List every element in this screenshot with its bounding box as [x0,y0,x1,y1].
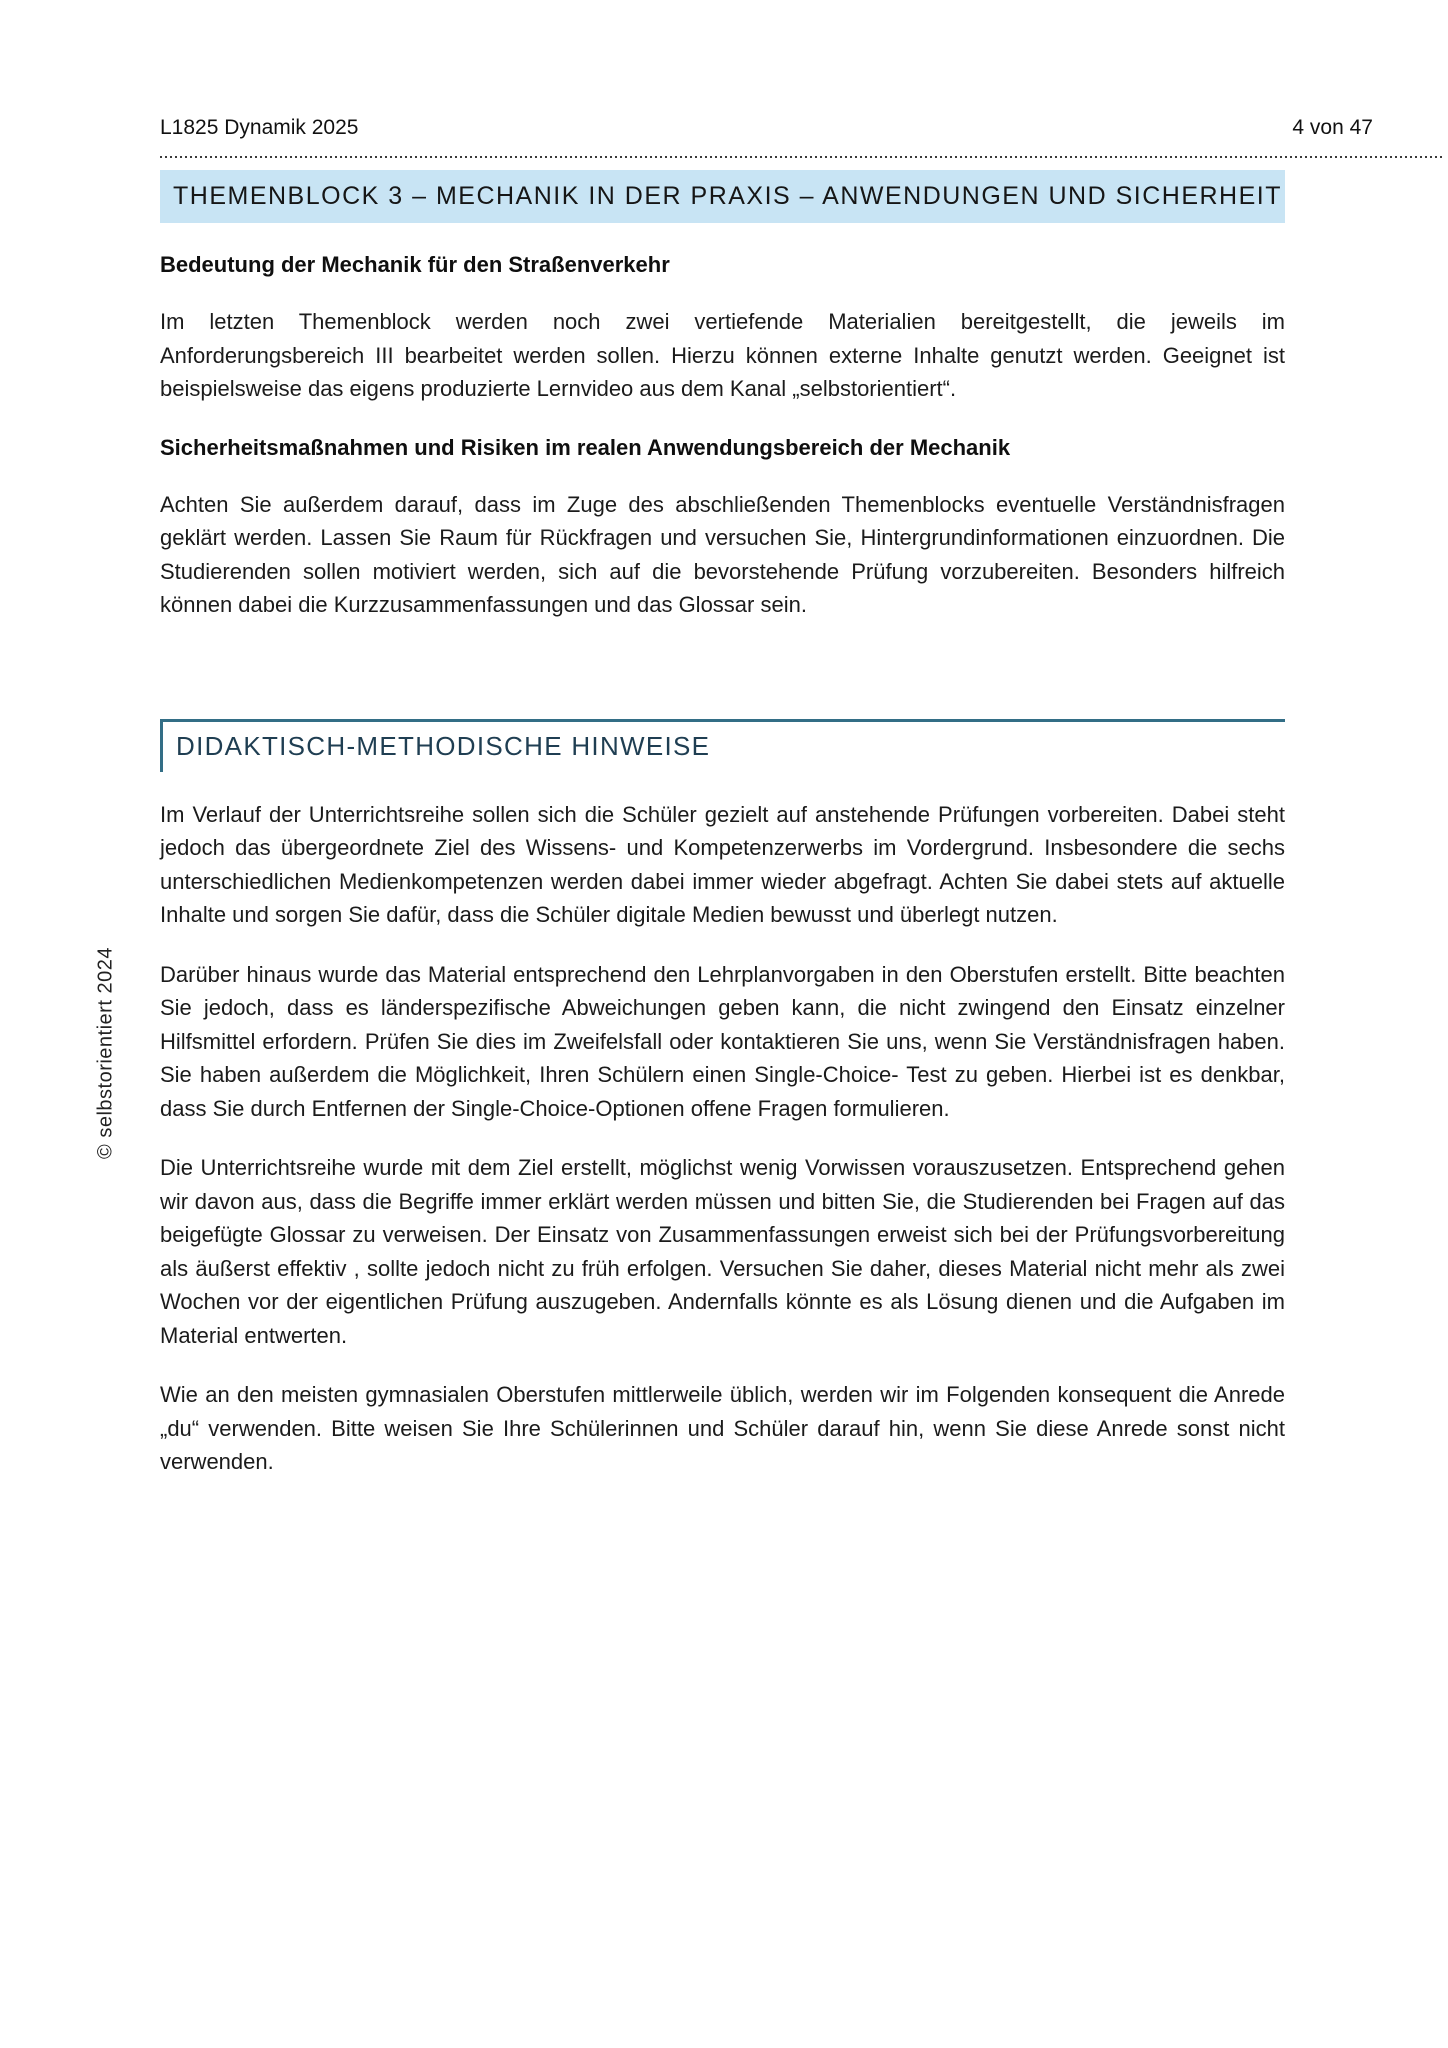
paragraph-anrede-du: Wie an den meisten gymnasialen Oberstufen mittlerweile üblich, werden wir im Folgenden konsequent die Anrede „du“ verwenden. Bitte weisen Sie Ihre Schülerinnen und Schüler darauf hin, wenn Sie diese Anrede sonst nicht verwenden. [160,1382,1285,1474]
themenblock-title-text: THEMENBLOCK 3 – MECHANIK IN DER PRAXIS – ANWENDUNGEN UND SICHERHEIT [173,182,1282,210]
themenblock-title-banner [160,170,1285,223]
copyright-vertical-text: © selbstorientiert 2024 [94,947,117,1159]
content-column [160,170,1285,1479]
doc-code-label: L1825 Dynamik 2025 [160,116,359,139]
didaktik-section-heading: DIDAKTISCH-METHODISCHE HINWEISE [176,730,711,761]
didaktik-section [160,719,1285,1479]
page-header [160,116,1443,140]
paragraph-abschluss-hinweis: Achten Sie außerdem darauf, dass im Zuge des abschließenden Themenblocks eventuelle Verständnisfragen geklärt werden. Lassen Sie Raum für Rückfragen und versuchen Sie, Hintergrundinformationen einzuordnen. Die Studierenden sollen motiviert werden, sich auf die bevorstehende Prüfung vorzubereiten. Besonders hilfreich können dabei die Kurzzusammenfassungen und das Glossar sein. [160,491,1285,617]
subheading-sicherheitsmassnahmen: Sicherheitsmaßnahmen und Risiken im realen Anwendungsbereich der Mechanik [160,434,1011,460]
paragraph-themenblock-intro: Im letzten Themenblock werden noch zwei vertiefende Materialien bereitgestellt, die jeweils im Anforderungsbereich III bearbeitet werden sollen. Hierzu können externe Inhalte genutzt werden. Geeignet ist beispielsweise das eigens produzierte Lernvideo aus dem Kanal „selbstorientiert“. [160,309,1285,401]
header-divider-rule [160,156,1443,158]
paragraph-lehrplanvorgaben: Darüber hinaus wurde das Material entsprechend den Lehrplanvorgaben in den Oberstufen erstellt. Bitte beachten Sie jedoch, dass es länderspezifische Abweichungen geben kann, die nicht zwingend den Einsatz einzelner Hilfsmittel erfordern. Prüfen Sie dies im Zweifelsfall oder kontaktieren Sie uns, wenn Sie Verständnisfragen haben. Sie haben außerdem die Möglichkeit, Ihren Schülern einen Single-Choice- Test zu geben. Hierbei ist es denkbar, dass Sie durch Entfernen der Single-Choice-Optionen offene Fragen formulieren. [160,961,1285,1121]
page-number-label: 4 von 47 [1292,116,1373,139]
subheading-bedeutung-mechanik: Bedeutung der Mechanik für den Straßenverkehr [160,252,670,277]
paragraph-unterrichtsreihe-ziel: Im Verlauf der Unterrichtsreihe sollen sich die Schüler gezielt auf anstehende Prüfungen vorbereiten. Dabei steht jedoch das übergeordnete Ziel des Wissens- und Kompetenzerwerbs im Vordergrund. Insbesondere die sechs unterschiedlichen Medienkompetenzen werden dabei immer wieder abgefragt. Achten Sie dabei stets auf aktuelle Inhalte und sorgen Sie dafür, dass die Schüler digitale Medien bewusst und überlegt nutzen. [160,801,1285,927]
didaktik-heading-box [160,719,1285,772]
paragraph-vorwissen: Die Unterrichtsreihe wurde mit dem Ziel erstellt, möglichst wenig Vorwissen vorauszusetzen. Entsprechend gehen wir davon aus, dass die Begriffe immer erklärt werden müssen und bitten Sie, die Studierenden bei Fragen auf das beigefügte Glossar zu verweisen. Der Einsatz von Zusammenfassungen erweist sich bei der Prüfungsvorbereitung als äußerst effektiv , sollte jedoch nicht zu früh erfolgen. Versuchen Sie daher, dieses Material nicht mehr als zwei Wochen vor der eigentlichen Prüfung auszugeben. Andernfalls könnte es als Lösung dienen und die Aufgaben im Material entwerten. [160,1155,1285,1348]
